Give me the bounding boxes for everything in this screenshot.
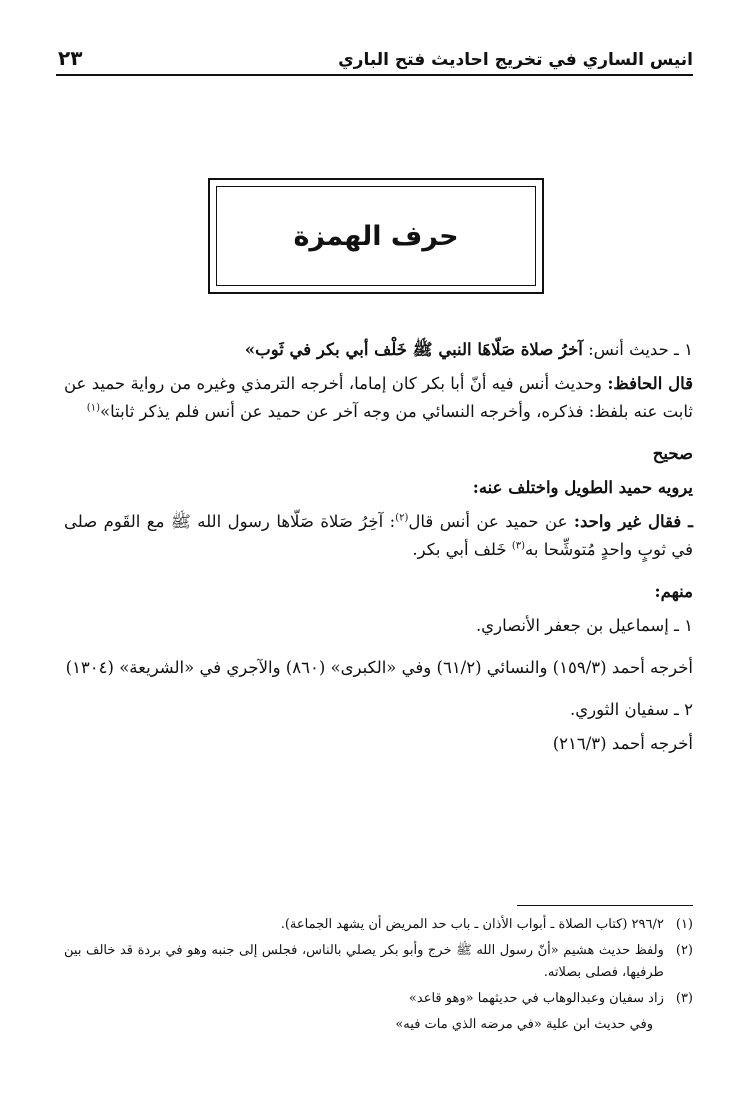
footnote-text: زاد سفيان وعبدالوهاب في حديثهما «وهو قاعد»: [408, 991, 664, 1006]
footnote-2: [64, 940, 693, 984]
chapter-title: حرف الهمزة: [293, 220, 459, 252]
narrator-1-name: إسماعيل بن جعفر الأنصاري.: [475, 616, 669, 635]
footnote-ref-3: (٣): [511, 540, 526, 552]
footnote-1: [64, 914, 693, 936]
footnote-ref-1: (١): [86, 402, 100, 414]
hafiz-label: قال الحافظ:: [607, 374, 694, 393]
narrator-2-name: سفيان الثوري.: [569, 700, 669, 719]
among-them: منهم:: [654, 582, 693, 601]
narrator-2-source: أخرجه أحمد (٢١٦/٣): [552, 734, 693, 753]
entry-quote: آخرُ صلاة صَلّاهَا النبي ﷺ خَلْف أبي بكر في ثَوب»: [244, 340, 583, 359]
main-text: [64, 336, 693, 758]
group-label: ـ فقال غير واحد:: [573, 512, 694, 531]
footnotes: [64, 914, 693, 1040]
footnote-number: (١): [675, 917, 693, 932]
group-text-2: : آخِرُ صَلاة صَلّاها رسول الله ﷺ مع القَوم صلى في ثوبٍ واحدٍ مُتوشِّحا به: [64, 512, 693, 559]
running-header: [58, 40, 693, 70]
hadith-entry-1: [64, 336, 693, 364]
group-text-1: عن حميد عن أنس قال: [408, 512, 568, 531]
footnote-3: [64, 988, 693, 1010]
narrator-2-number: ٢ ـ: [674, 700, 693, 719]
footnote-ref-2: (٢): [395, 512, 409, 524]
hafiz-text: وحديث أنس فيه أنّ أبا بكر كان إماما، أخرجه الترمذي وغيره من رواية حميد عن ثابت عنه بلفظ: فذكره، وأخرجه النسائي من وجه آخر عن حميد عن أنس فلم يذكر ثابتا»: [64, 374, 693, 421]
group-paragraph: [64, 508, 693, 564]
narrator-2: [64, 696, 693, 724]
narrator-1-number: ١ ـ: [674, 616, 693, 635]
group-text-3: خَلف أبي بكر.: [412, 540, 512, 559]
entry-prefix: حديث أنس:: [588, 340, 669, 359]
narrator-1: [64, 612, 693, 640]
narrator-1-source: أخرجه أحمد (١٥٩/٣) والنسائي (٦١/٢) وفي «الكبرى» (٨٦٠) والآجري في «الشريعة» (١٣٠٤): [65, 658, 693, 677]
header-rule: [56, 74, 693, 76]
chapter-frame: [208, 178, 544, 294]
footnote-number: (٣): [675, 991, 693, 1006]
verdict: صحيح: [652, 444, 693, 463]
footnote-text: ولفظ حديث هشيم «أنّ رسول الله ﷺ خرج وأبو بكر يصلي بالناس، فجلس إلى جنبه وهو في بردة قد خالف بين طرفيها، فصلى بصلاته.: [64, 943, 664, 980]
entry-number: ١ ـ: [674, 340, 693, 359]
page-number: ٢٣: [58, 46, 83, 70]
footnote-rule: [517, 905, 693, 906]
footnote-3-continued: وفي حديث ابن علية «في مرضه الذي مات فيه»: [395, 1017, 653, 1032]
footnote-number: (٢): [675, 943, 693, 958]
hafiz-paragraph: [64, 370, 693, 426]
chapter-frame-inner: [216, 186, 536, 286]
narration-intro: يرويه حميد الطويل واختلف عنه:: [472, 478, 693, 497]
book-title: انيس الساري في تخريج احاديث فتح الباري: [338, 50, 693, 70]
footnote-text: ٢٩٦/٢ (كتاب الصلاة ـ أبواب الأذان ـ باب حد المريض أن يشهد الجماعة).: [280, 917, 664, 932]
